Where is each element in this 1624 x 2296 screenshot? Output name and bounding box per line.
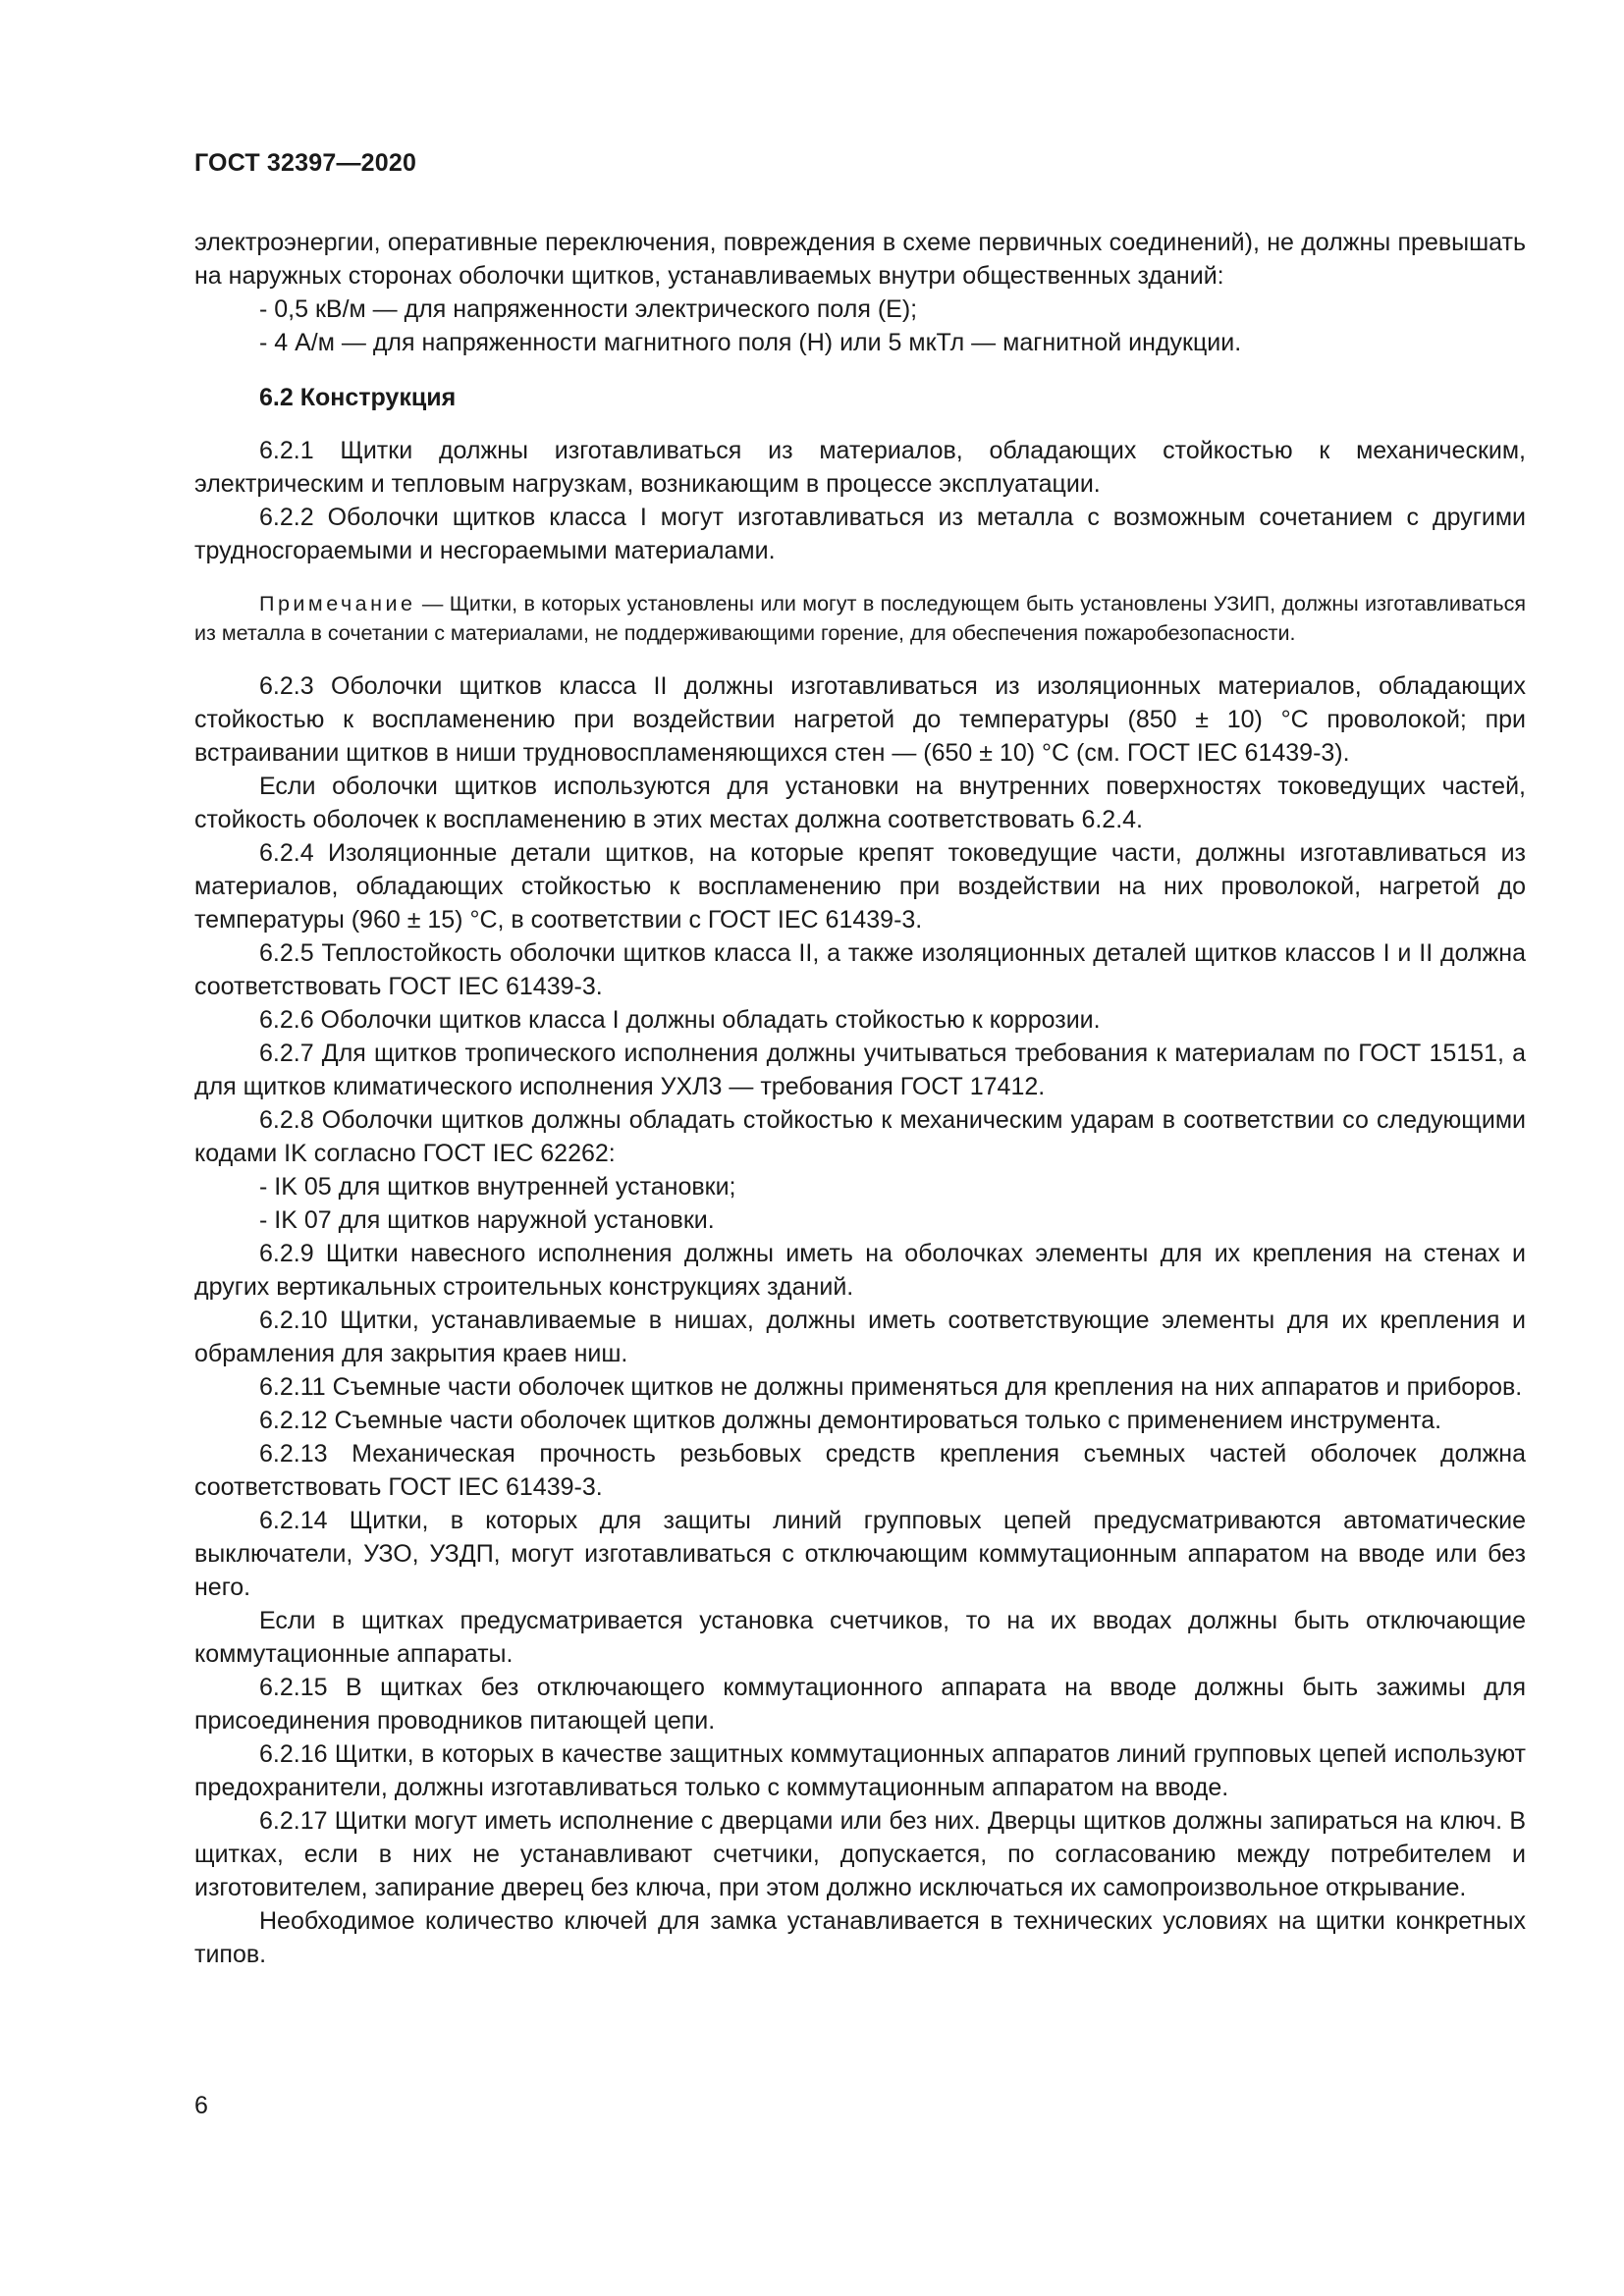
paragraph-6-2-13: 6.2.13 Механическая прочность резьбовых средств крепления съемных частей оболочек должна соответствовать ГОСТ IEC 61439-3. (194, 1440, 1526, 1501)
paragraph-6-2-17-continuation: Необходимое количество ключей для замка устанавливается в технических условиях на щитки конкретных типов. (194, 1907, 1526, 1968)
paragraph-6-2-3-continuation: Если оболочки щитков используются для установки на внутренних поверхностях токоведущих частей, стойкость оболочек к воспламенению в этих местах должна соответствовать 6.2.4. (194, 773, 1526, 833)
paragraph-6-2-5: 6.2.5 Теплостойкость оболочки щитков класса II, а также изоляционных деталей щитков классов I и II должна соответствовать ГОСТ IEC 61439-3. (194, 939, 1526, 1000)
paragraph-6-2-1: 6.2.1 Щитки должны изготавливаться из материалов, обладающих стойкостью к механическим, электрическим и тепловым нагрузкам, возникающим в процессе эксплуатации. (194, 437, 1526, 498)
document-code-header: ГОСТ 32397—2020 (194, 149, 417, 177)
paragraph-6-2-17: 6.2.17 Щитки могут иметь исполнение с дверцами или без них. Дверцы щитков должны запираться на ключ. В щитках, если в них не устанавливают счетчики, допускается, по согласованию между потребителем и изготовителем, запирание дверец без ключа, при этом должно исключаться их самопроизвольное открывание. (194, 1807, 1526, 1901)
paragraph-6-2-7: 6.2.7 Для щитков тропического исполнения должны учитываться требования к материалам по ГОСТ 15151, а для щитков климатического исполнения УХЛ3 — требования ГОСТ 17412. (194, 1040, 1526, 1100)
intro-list-item: - 4 А/м — для напряженности магнитного поля (Н) или 5 мкТл — магнитной индукции. (259, 329, 1242, 356)
paragraph-6-2-11: 6.2.11 Съемные части оболочек щитков не должны применяться для крепления на них аппаратов и приборов. (259, 1373, 1523, 1401)
note-text: — Щитки, в которых установлены или могут в последующем быть установлены УЗИП, должны изготавливаться из металла в сочетании с материалами, не поддерживающими горение, для обеспечения пожаробезопасности. (194, 592, 1526, 645)
paragraph-6-2-14-continuation: Если в щитках предусматривается установка счетчиков, то на их вводах должны быть отключающие коммутационные аппараты. (194, 1607, 1526, 1668)
section-title: 6.2 Конструкция (259, 384, 457, 411)
paragraph-6-2-12: 6.2.12 Съемные части оболочек щитков должны демонтироваться только с применением инструмента. (259, 1407, 1442, 1434)
note-block (194, 589, 1526, 648)
paragraph-6-2-2: 6.2.2 Оболочки щитков класса I могут изготавливаться из металла с возможным сочетанием с другими трудносгораемыми и несгораемыми материалами. (194, 504, 1526, 564)
intro-list-item: - 0,5 кВ/м — для напряженности электрического поля (Е); (259, 295, 918, 323)
paragraph-6-2-8: 6.2.8 Оболочки щитков должны обладать стойкостью к механическим ударам в соответствии со следующими кодами IK согласно ГОСТ IEC 62262: (194, 1106, 1526, 1167)
paragraph-6-2-16: 6.2.16 Щитки, в которых в качестве защитных коммутационных аппаратов линий групповых цепей используют предохранители, должны изготавливаться только с коммутационным аппаратом на вводе. (194, 1740, 1526, 1801)
paragraph-6-2-3: 6.2.3 Оболочки щитков класса II должны изготавливаться из изоляционных материалов, обладающих стойкостью к воспламенению при воздействии нагретой до температуры (850 ± 10) °С проволокой; при встраивании щитков в ниши трудновоспламеняющихся стен — (650 ± 10) °С (см. ГОСТ IEC 61439-3). (194, 672, 1526, 767)
intro-continuation: электроэнергии, оперативные переключения, повреждения в схеме первичных соединений), не должны превышать на наружных сторонах оболочки щитков, устанавливаемых внутри общественных зданий: (194, 229, 1526, 290)
paragraph-6-2-15: 6.2.15 В щитках без отключающего коммутационного аппарата на вводе должны быть зажимы для присоединения проводников питающей цепи. (194, 1674, 1526, 1735)
paragraph-6-2-6: 6.2.6 Оболочки щитков класса I должны обладать стойкостью к коррозии. (259, 1006, 1101, 1034)
paragraph-6-2-10: 6.2.10 Щитки, устанавливаемые в нишах, должны иметь соответствующие элементы для их крепления и обрамления для закрытия краев ниш. (194, 1307, 1526, 1367)
paragraph-6-2-14: 6.2.14 Щитки, в которых для защиты линий групповых цепей предусматриваются автоматические выключатели, УЗО, УЗДП, могут изготавливаться с отключающим коммутационным аппаратом на вводе или без него. (194, 1507, 1526, 1601)
paragraph-6-2-4: 6.2.4 Изоляционные детали щитков, на которые крепят токоведущие части, должны изготавливаться из материалов, обладающих стойкостью к воспламенению при воздействии на них проволокой, нагретой до температуры (960 ± 15) °С, в соответствии с ГОСТ IEC 61439-3. (194, 839, 1526, 934)
page-number: 6 (194, 2092, 208, 2119)
ik-list-item: - IK 07 для щитков наружной установки. (259, 1206, 715, 1234)
paragraph-6-2-9: 6.2.9 Щитки навесного исполнения должны иметь на оболочках элементы для их крепления на стенах и других вертикальных строительных конструкциях зданий. (194, 1240, 1526, 1301)
document-body (194, 226, 1526, 1971)
note-label: Примечание (259, 592, 416, 615)
ik-list-item: - IK 05 для щитков внутренней установки; (259, 1173, 736, 1201)
